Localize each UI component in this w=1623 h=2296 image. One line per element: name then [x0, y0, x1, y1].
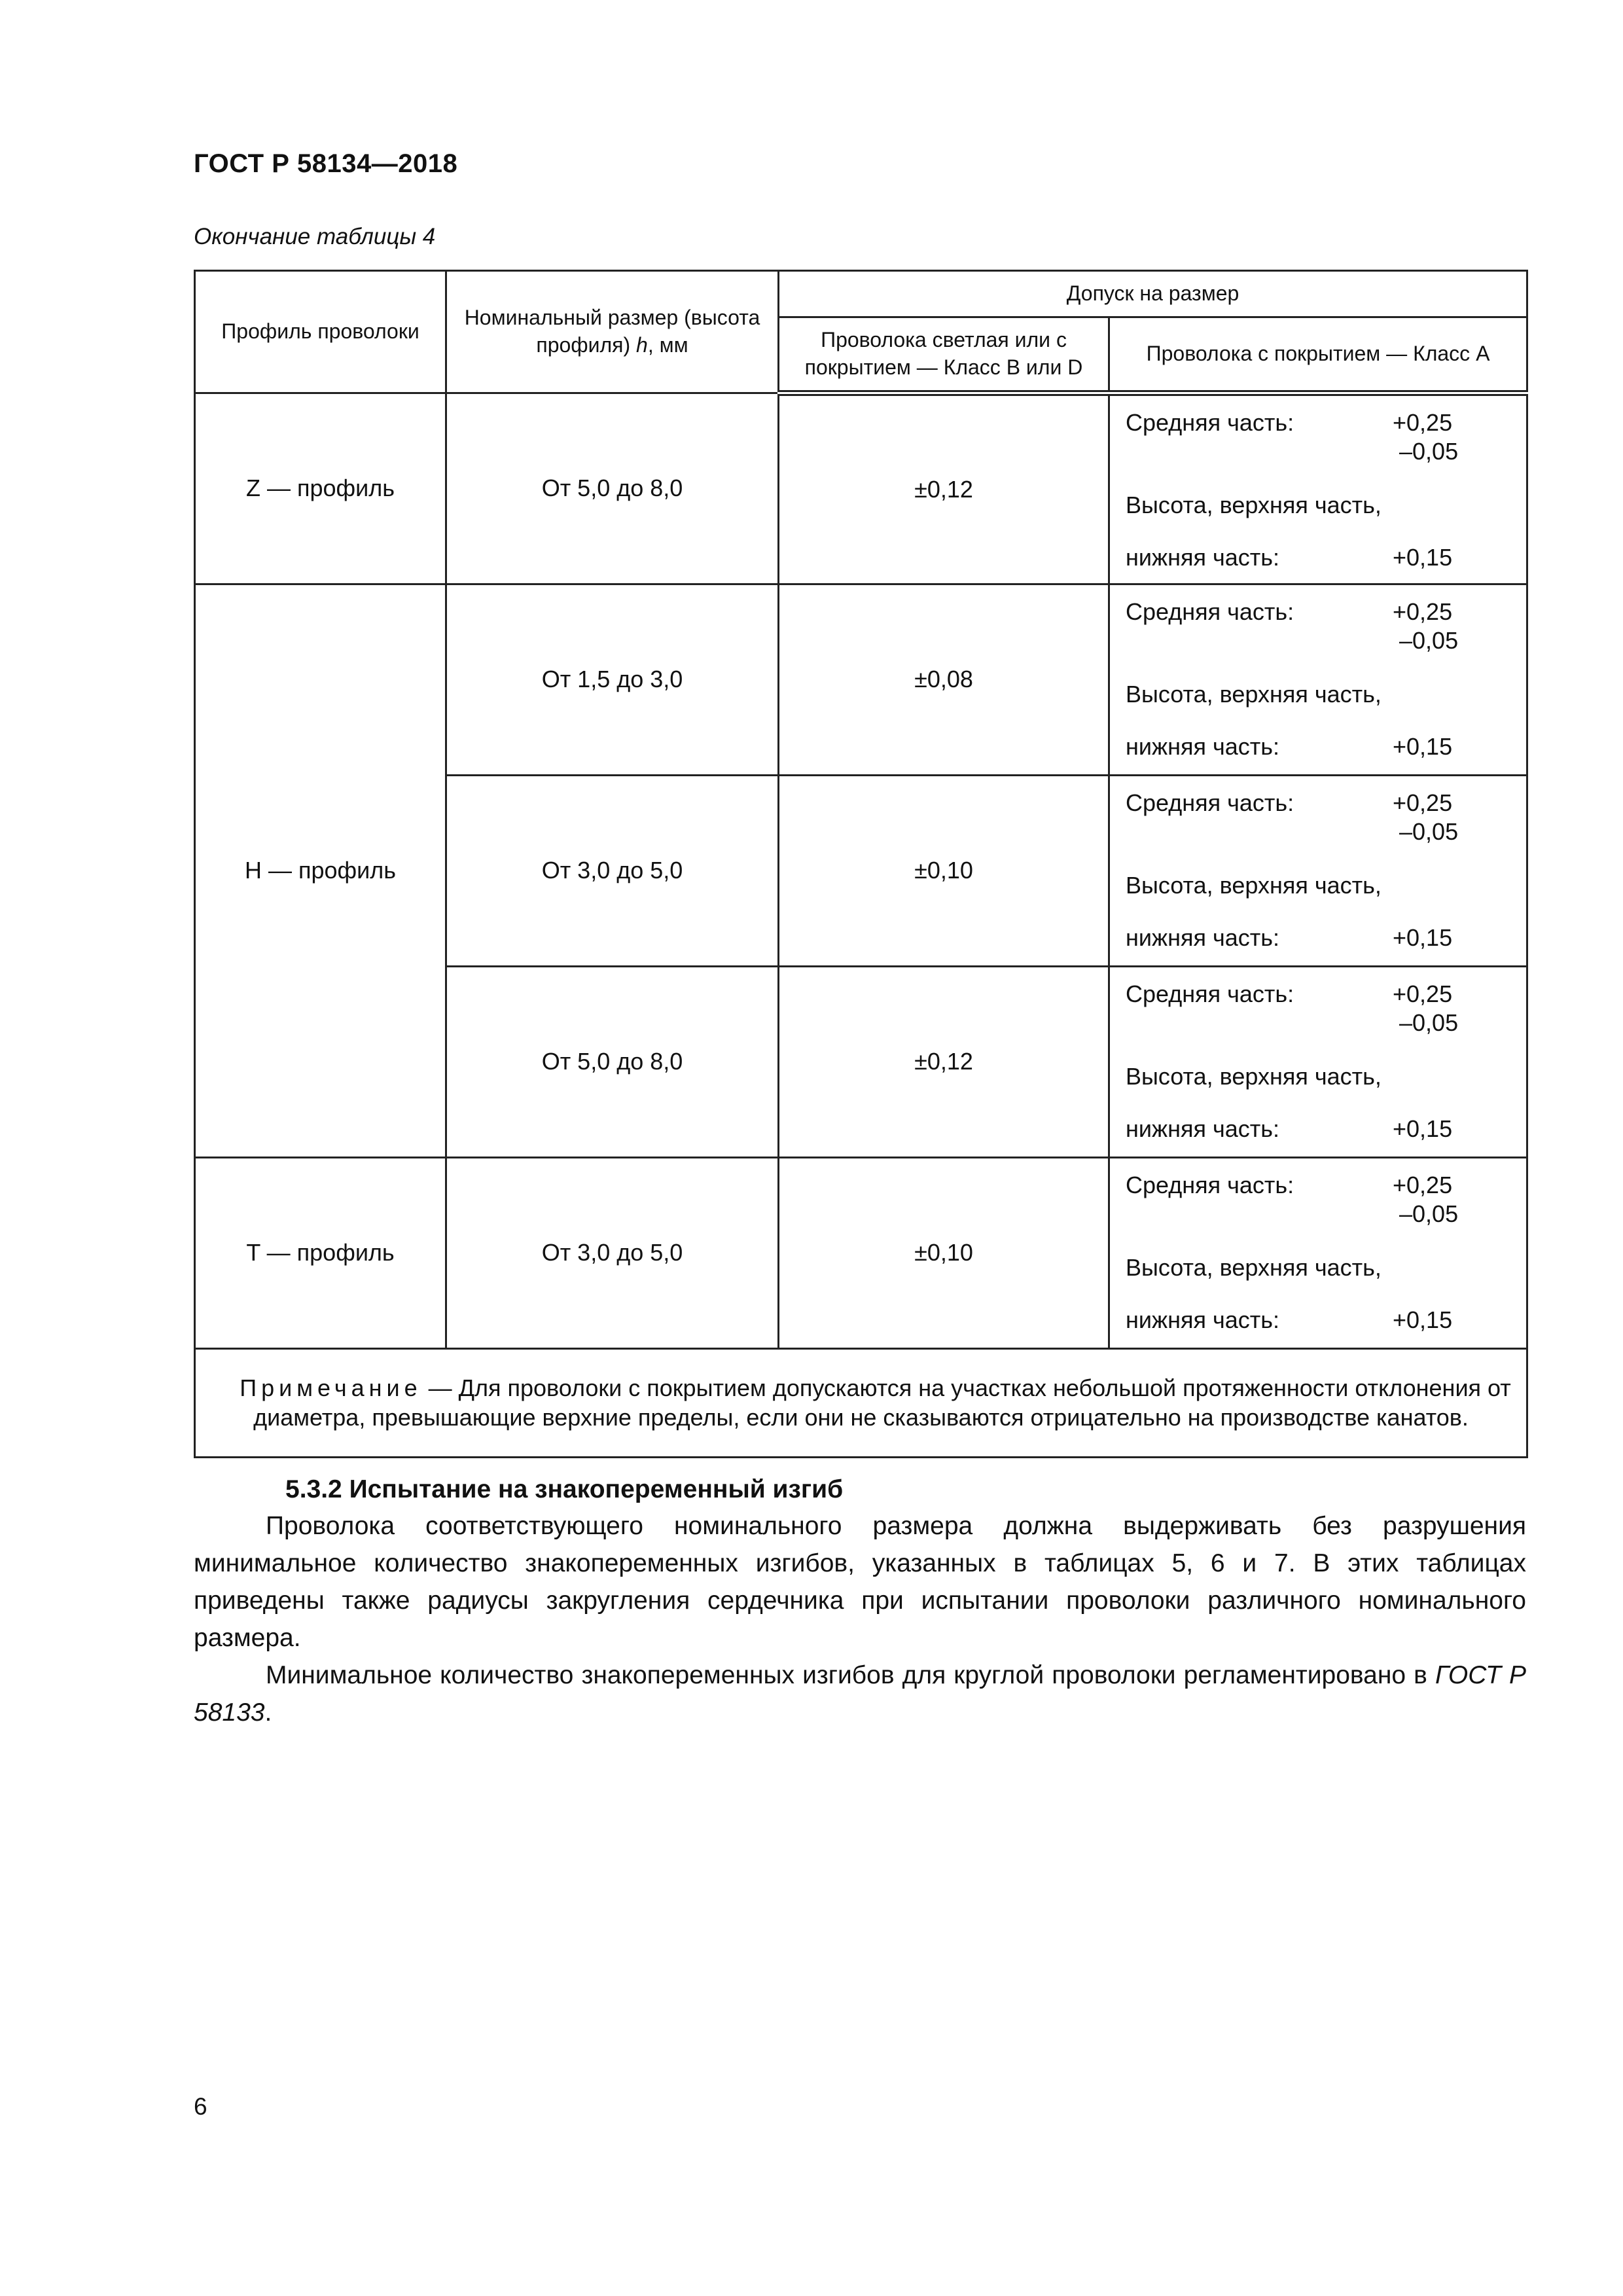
middle-part-label: Средняя часть: [1126, 789, 1294, 816]
middle-minus-value: –0,05 [1399, 1009, 1459, 1036]
bottom-part-value: +0,15 [1393, 1115, 1453, 1142]
section-paragraph: Минимальное количество знакопеременных изгибов для круглой проволоки регламентировано в ГОСТ Р 58133. [194, 1661, 1526, 1727]
section-paragraph: Проволока соответствующего номинального размера должна выдерживать без разрушения минимальное количество знакопеременных изгибов, указанных в таблицах 5, 6 и 7. В этих таблицах приведены также радиусы закругления сердечника при испытании проволоки различного номинального размера. [194, 1512, 1526, 1652]
section-title: 5.3.2 Испытание на знакопеременный изгиб [285, 1475, 844, 1503]
nominal-cell: От 1,5 до 3,0 [446, 584, 779, 775]
header-nominal: Номинальный размер (высота профиля) h, мм [446, 271, 779, 393]
profile-cell: T — профиль [195, 1157, 446, 1348]
height-top-label: Высота, верхняя часть, [1126, 1253, 1382, 1281]
bottom-part-label: нижняя часть: [1126, 924, 1279, 951]
table-caption: Окончание таблицы 4 [194, 224, 436, 249]
standard-reference: ГОСТ Р 58133 [194, 1661, 1526, 1727]
class-bd-cell: ±0,08 [779, 584, 1109, 775]
middle-minus-value: –0,05 [1399, 437, 1459, 465]
class-a-cell [1109, 393, 1527, 584]
middle-plus-value: +0,25 [1393, 980, 1453, 1007]
header-tolerance: Допуск на размер [779, 271, 1527, 317]
nominal-cell: От 5,0 до 8,0 [446, 966, 779, 1157]
bottom-part-label: нижняя часть: [1126, 543, 1279, 571]
middle-minus-value: –0,05 [1399, 1200, 1459, 1227]
class-a-cell [1109, 966, 1527, 1157]
height-top-label: Высота, верхняя часть, [1126, 680, 1382, 708]
note-text: — Для проволоки с покрытием допускаются на участках небольшой протяженности отклонения от диаметра, превышающие верхние пределы, если они не сказываются отрицательно на производстве канатов. [253, 1374, 1511, 1431]
bottom-part-value: +0,15 [1393, 732, 1453, 760]
middle-part-label: Средняя часть: [1126, 1171, 1294, 1198]
class-bd-cell: ±0,12 [779, 393, 1109, 584]
document-code: ГОСТ Р 58134—2018 [194, 149, 458, 178]
middle-part-label: Средняя часть: [1126, 408, 1294, 436]
middle-plus-value: +0,25 [1393, 789, 1453, 816]
table-note [195, 1348, 1527, 1457]
header-profile: Профиль проволоки [195, 271, 446, 393]
height-top-label: Высота, верхняя часть, [1126, 1062, 1382, 1090]
table-row [195, 393, 1527, 584]
class-a-cell [1109, 1157, 1527, 1348]
note-label: Примечание [240, 1374, 422, 1402]
nominal-cell: От 3,0 до 5,0 [446, 1157, 779, 1348]
middle-plus-value: +0,25 [1393, 1171, 1453, 1198]
class-bd-cell: ±0,12 [779, 966, 1109, 1157]
class-a-cell [1109, 584, 1527, 775]
bottom-part-value: +0,15 [1393, 924, 1453, 951]
header-class-a: Проволока с покрытием — Класс А [1109, 317, 1527, 393]
bottom-part-value: +0,15 [1393, 543, 1453, 571]
class-bd-cell: ±0,10 [779, 1157, 1109, 1348]
bottom-part-label: нижняя часть: [1126, 732, 1279, 760]
nominal-cell: От 3,0 до 5,0 [446, 775, 779, 966]
middle-minus-value: –0,05 [1399, 626, 1459, 654]
table-row [195, 1157, 1527, 1348]
middle-plus-value: +0,25 [1393, 408, 1453, 436]
height-top-label: Высота, верхняя часть, [1126, 871, 1382, 899]
middle-plus-value: +0,25 [1393, 598, 1453, 625]
page-number: 6 [194, 2093, 207, 2120]
tolerance-table [194, 270, 1528, 1458]
bottom-part-label: нижняя часть: [1126, 1306, 1279, 1333]
middle-minus-value: –0,05 [1399, 817, 1459, 845]
profile-cell: H — профиль [195, 584, 446, 1157]
header-class-bd: Проволока светлая или с покрытием — Класс B или D [779, 317, 1109, 393]
table-row [195, 584, 1527, 775]
middle-part-label: Средняя часть: [1126, 598, 1294, 625]
bottom-part-value: +0,15 [1393, 1306, 1453, 1333]
profile-cell: Z — профиль [195, 393, 446, 584]
class-bd-cell: ±0,10 [779, 775, 1109, 966]
class-a-cell [1109, 775, 1527, 966]
nominal-cell: От 5,0 до 8,0 [446, 393, 779, 584]
height-top-label: Высота, верхняя часть, [1126, 491, 1382, 518]
bottom-part-label: нижняя часть: [1126, 1115, 1279, 1142]
middle-part-label: Средняя часть: [1126, 980, 1294, 1007]
